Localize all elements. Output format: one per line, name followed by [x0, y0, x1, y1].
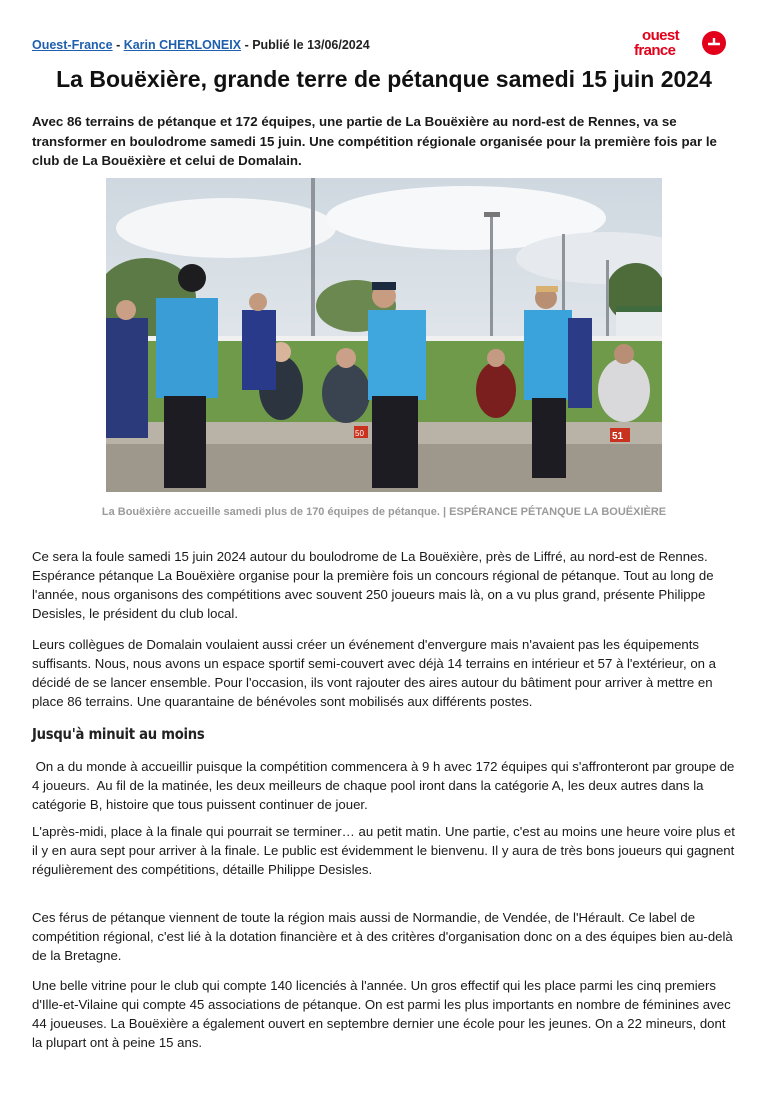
paragraph-6: Une belle vitrine pour le club qui compte 140 licenciés à l'année. Un gros effectif qui les place parmi les cinq premiers d'Ille-et-Vilaine qui compte 45 associations de pétanque. On est parmi les plus importants en nombre de féminines avec 44 joueuses. La Bouëxière a également ouvert en septembre dernier une école pour les jeunes. On a 22 mineurs, dont la plupart ont à peine 15 ans.: [32, 978, 731, 1050]
publish-date: - Publié le 13/06/2024: [241, 38, 370, 52]
section-subheading: Jusqu'à minuit au moins: [32, 725, 205, 743]
logo-word-ouest: ouest: [642, 27, 680, 44]
article-photo: [106, 178, 662, 492]
byline: [32, 38, 370, 52]
author-link[interactable]: Karin CHERLONEIX: [123, 38, 242, 52]
paragraph-4: L'après-midi, place à la finale qui pourrait se terminer… au petit matin. Une partie, c'est au moins une heure voire plus et il y en aura sept pour arriver à la finale. Le public est évidemment le bienvenu. Il y aura de très bons joueurs qui gagnent régulièrement des compétitions, détaille Philippe Desisles.: [32, 824, 735, 877]
photo-sign-2: 50: [355, 429, 364, 438]
paragraph-3: On a du monde à accueillir puisque la compétition commencera à 9 h avec 172 équipes qui s'affronteront par groupe de 4 joueurs. Au fil de la matinée, les deux meilleurs de chaque pool iront dans la catégorie A, les deux autres dans la catégorie B, histoire que tous puissent continuer de jouer.: [32, 759, 739, 812]
paragraph-2: Leurs collègues de Domalain voulaient aussi créer un événement d'envergure mais n'avaient pas les équipements suffisants. Nous, nous avons un espace sportif semi-couvert avec déjà 14 terrains en intérieur et 57 à l'extérieur, on a décidé de se lancer ensemble. Pour l'occasion, ils vont rajouter des aires autour du bâtiment pour arriver à mettre en place 86 terrains. Une quarantaine de bénévoles sont mobilisés aux différents postes.: [32, 637, 717, 709]
byline-separator: -: [112, 38, 124, 52]
paragraph-1: Ce sera la foule samedi 15 juin 2024 autour du boulodrome de La Bouëxière, près de Liffré, au nord-est de Rennes. Espérance pétanque La Bouëxière organise pour la première fois un concours régional de pétanque. Tout au long de l'année, nous organisons des compétitions avec souvent 250 joueurs mais là, on a vu plus grand, présente Philippe Desisles, le président du club local.: [32, 549, 714, 621]
article-lead: Avec 86 terrains de pétanque et 172 équipes, une partie de La Bouëxière au nord-est de Rennes, va se transformer en boulodrome samedi 15 juin. Une compétition régionale organisée pour la première fois par le club de La Bouëxière et celui de Domalain.: [32, 114, 717, 168]
logo-word-france: france: [634, 42, 676, 59]
ouest-france-logo[interactable]: [632, 26, 728, 60]
photo-caption: La Bouëxière accueille samedi plus de 170 équipes de pétanque. | ESPÉRANCE PÉTANQUE LA BOUËXIÈRE: [101, 506, 667, 518]
photo-sign-3: 51: [612, 431, 624, 442]
article-title: La Bouëxière, grande terre de pétanque samedi 15 juin 2024: [56, 66, 712, 92]
source-link[interactable]: Ouest-France: [32, 38, 113, 52]
paragraph-5: Ces férus de pétanque viennent de toute la région mais aussi de Normandie, de Vendée, de l'Hérault. Ce label de compétition régional, c'est lié à la dotation financière et à des critères d'organisation donc on a des équipes bien au-delà de la Bretagne.: [32, 910, 733, 963]
petanque-photo-illustration: [106, 178, 662, 492]
